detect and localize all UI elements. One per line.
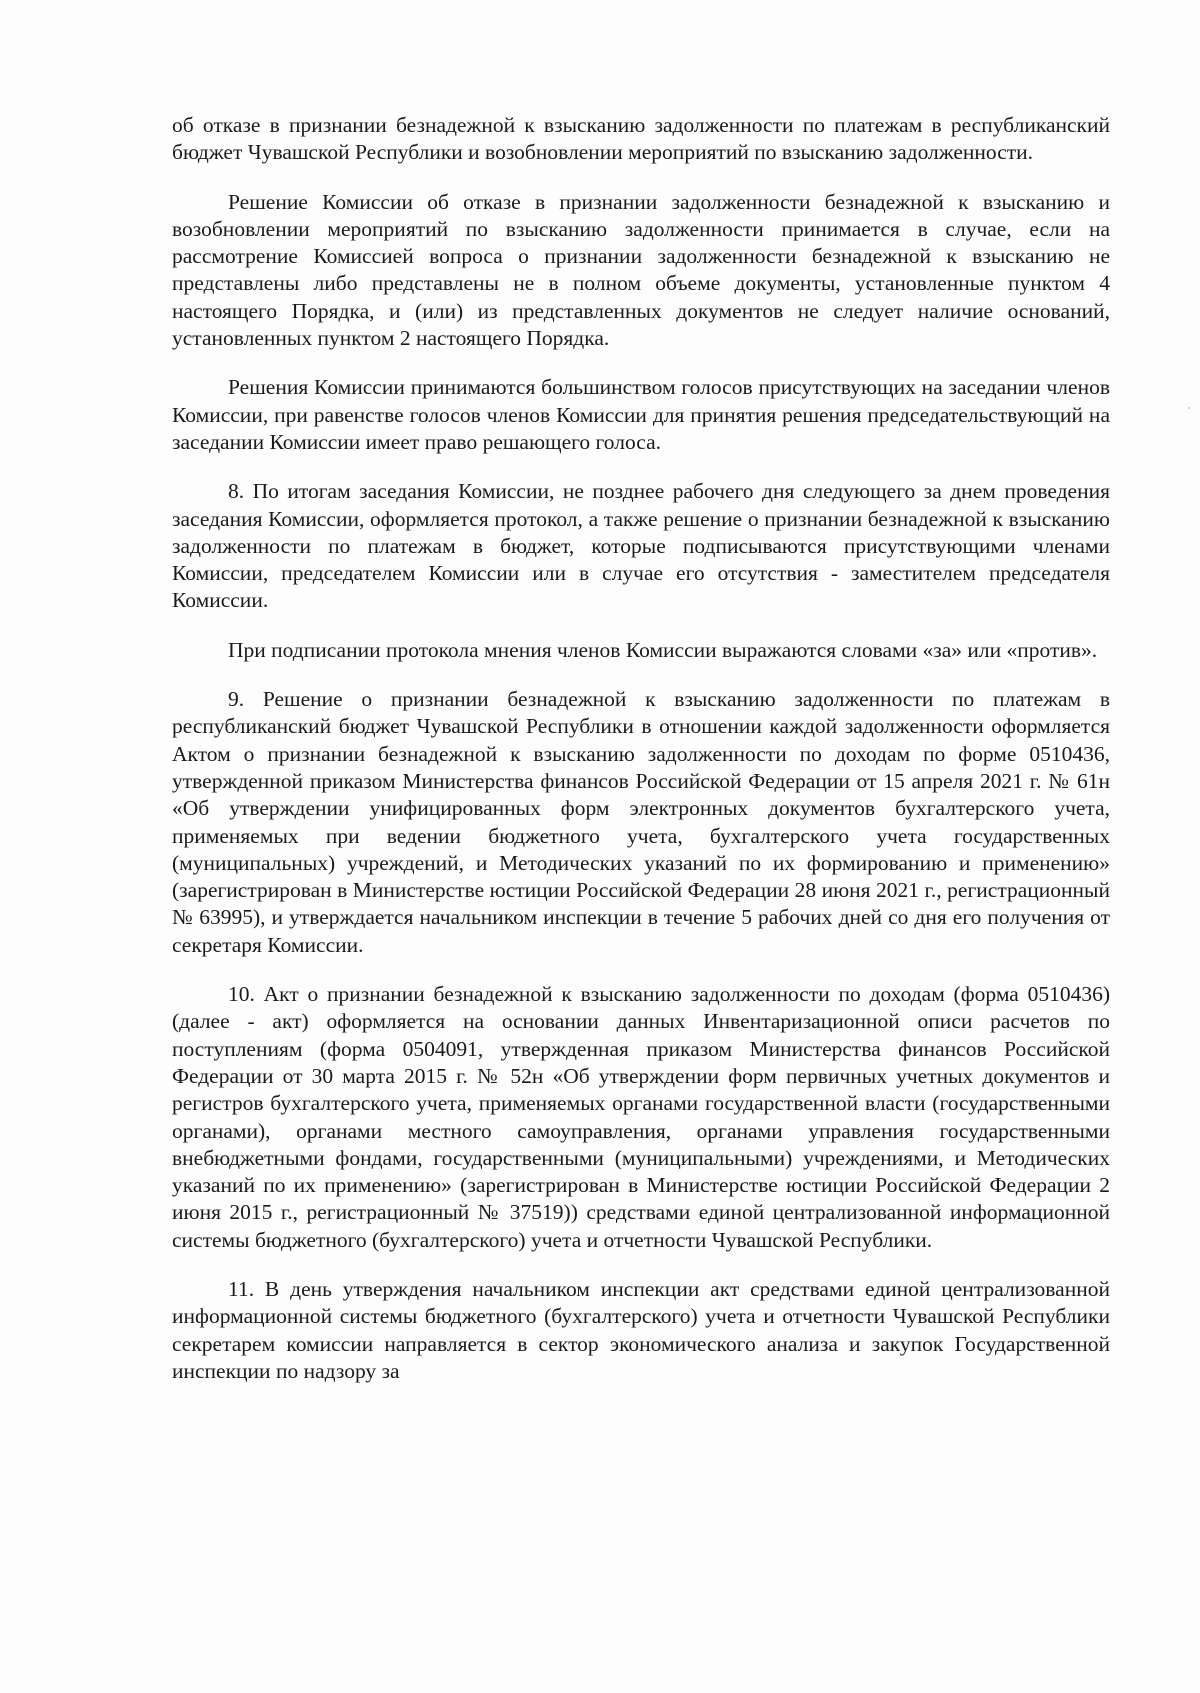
paragraph-item-11: 11. В день утверждения начальником инспекции акт средствами единой централизованной информационной системы бюджетного (бухгалтерского) учета и отчетности Чувашской Республики секретарем комиссии направляется в сектор экономического анализа и закупок Государственной инспекции по надзору за: [172, 1276, 1110, 1383]
paragraph-refusal-decision: Решение Комиссии об отказе в признании задолженности безнадежной к взысканию и возобновлении мероприятий по взысканию задолженности принимается в случае, если на рассмотрение Комиссией вопроса о признании задолженности безнадежной к взысканию не представлены либо представлены не в полном объеме документы, установленные пунктом 4 настоящего Порядка, и (или) из представленных документов не следует наличие оснований, установленных пунктом 2 настоящего Порядка.: [172, 189, 1110, 351]
paragraph-voting: Решения Комиссии принимаются большинством голосов присутствующих на заседании членов Комиссии, при равенстве голосов членов Комиссии для принятия решения председательствующий на заседании Комиссии имеет право решающего голоса.: [172, 375, 1110, 454]
document-body: [172, 112, 1110, 1406]
paragraph-protocol-signing: При подписании протокола мнения членов Комиссии выражаются словами «за» или «против».: [228, 637, 1098, 662]
scan-speck: [1188, 407, 1190, 409]
paragraph-item-10: 10. Акт о признании безнадежной к взысканию задолженности по доходам (форма 0510436) (далее - акт) оформляется на основании данных Инвентаризационной описи расчетов по поступлениям (форма 0504091, утвержденная приказом Министерства финансов Российской Федерации от 30 марта 2015 г. № 52н «Об утверждении форм первичных учетных документов и регистров бухгалтерского учета, применяемых органами государственной власти (государственными органами), органами местного самоуправления, органами управления государственными внебюджетными фондами, государственными (муниципальными) учреждениями, и Методических указаний по их применению» (зарегистрирован в Министерстве юстиции Российской Федерации 2 июня 2015 г., регистрационный № 37519)) средствами единой централизованной информационной системы бюджетного (бухгалтерского) учета и отчетности Чувашской Республики.: [172, 982, 1110, 1252]
paragraph-continuation: об отказе в признании безнадежной к взысканию задолженности по платежам в республиканский бюджет Чувашской Республики и возобновлении мероприятий по взысканию задолженности.: [172, 113, 1110, 165]
paragraph-item-8: 8. По итогам заседания Комиссии, не позднее рабочего дня следующего за днем проведения заседания Комиссии, оформляется протокол, а также решение о признании безнадежной к взысканию задолженности по платежам в бюджет, которые подписываются присутствующими членами Комиссии, председателем Комиссии или в случае его отсутствия - заместителем председателя Комиссии.: [172, 479, 1110, 613]
paragraph-item-9: 9. Решение о признании безнадежной к взысканию задолженности по платежам в республиканский бюджет Чувашской Республики в отношении каждой задолженности оформляется Актом о признании безнадежной к взысканию задолженности по доходам по форме 0510436, утвержденной приказом Министерства финансов Российской Федерации от 15 апреля 2021 г. № 61н «Об утверждении унифицированных форм электронных документов бухгалтерского учета, применяемых при ведении бюджетного учета, бухгалтерского учета государственных (муниципальных) учреждений, и Методических указаний по их формированию и применению» (зарегистрирован в Министерстве юстиции Российской Федерации 28 июня 2021 г., регистрационный № 63995), и утверждается начальником инспекции в течение 5 рабочих дней со дня его получения от секретаря Комиссии.: [172, 687, 1110, 957]
